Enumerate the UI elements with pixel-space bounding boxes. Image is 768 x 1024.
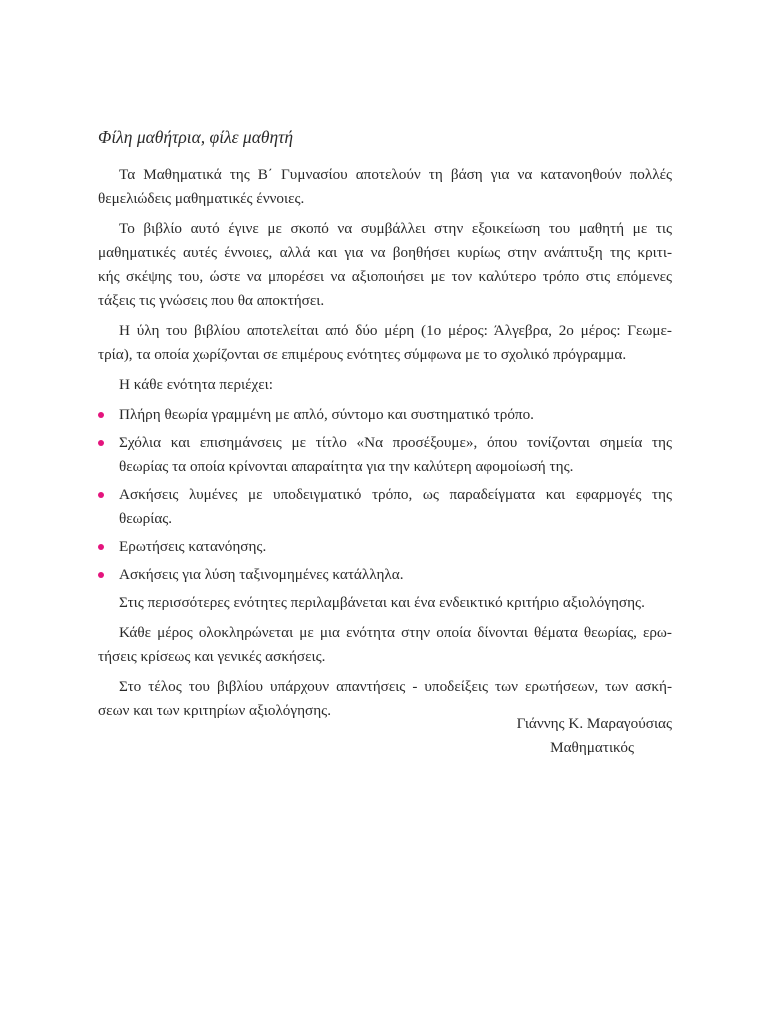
- list-item: [98, 431, 672, 479]
- text-line: Το βιβλίο αυτό έγινε με σκοπό να συμβάλλει στην εξοικείωση του μαθητή με τις: [119, 220, 672, 237]
- text-line: Ερωτήσεις κατανόησης.: [119, 538, 267, 555]
- paragraph: [98, 163, 672, 211]
- paragraph: [98, 373, 672, 397]
- text-line: Τα Μαθηματικά της Β΄ Γυμνασίου αποτελούν τη βάση για να κατανοηθούν πολλές: [119, 166, 672, 183]
- text-line: Στο τέλος του βιβλίου υπάρχουν απαντήσεις - υποδείξεις των ερωτήσεων, των ασκή-: [119, 678, 672, 695]
- paragraph: [98, 217, 672, 313]
- text-line: Η κάθε ενότητα περιέχει:: [119, 376, 273, 393]
- text-line: Ασκήσεις λυμένες με υποδειγματικό τρόπο, ως παραδείγματα και εφαρμογές της: [119, 486, 672, 503]
- text-line: θεωρίας τα οποία κρίνονται απαραίτητα για την καλύτερη αφομοίωσή της.: [119, 458, 574, 475]
- text-line: θεμελιώδεις μαθηματικές έννοιες.: [98, 190, 305, 207]
- text-line: Κάθε μέρος ολοκληρώνεται με μια ενότητα στην οποία δίνονται θέματα θεωρίας, ερω-: [119, 624, 672, 641]
- text-line: Σχόλια και επισημάνσεις με τίτλο «Να προσέξουμε», όπου τονίζονται σημεία της: [119, 434, 672, 451]
- text-line: Πλήρη θεωρία γραμμένη με απλό, σύντομο και συστηματικό τρόπο.: [119, 406, 534, 423]
- text-line: τάξεις τις γνώσεις που θα αποκτήσει.: [98, 292, 325, 309]
- paragraph: [98, 621, 672, 669]
- text-line: Στις περισσότερες ενότητες περιλαμβάνεται και ένα ενδεικτικό κριτήριο αξιολόγησης.: [119, 594, 645, 611]
- signature-block: [98, 712, 672, 760]
- paragraph: [98, 319, 672, 367]
- bullet-icon: [98, 572, 104, 578]
- author-name: Γιάννης Κ. Μαραγούσιας: [516, 715, 672, 732]
- page-title: Φίλη μαθήτρια, φίλε μαθητή: [98, 127, 294, 147]
- text-line: σεων και των κριτηρίων αξιολόγησης.: [98, 702, 331, 719]
- preface-text: [98, 125, 672, 729]
- text-line: τήσεις κρίσεως και γενικές ασκήσεις.: [98, 648, 326, 665]
- closing-paragraphs: [98, 591, 672, 723]
- text-line: κής σκέψης του, ώστε να μπορέσει να αξιοποιήσει με τον καλύτερο τρόπο στις επόμενες: [98, 268, 672, 285]
- bullet-icon: [98, 412, 104, 418]
- author-title: Μαθηματικός: [550, 739, 634, 756]
- text-line: θεωρίας.: [119, 510, 173, 527]
- bullet-icon: [98, 440, 104, 446]
- text-line: Η ύλη του βιβλίου αποτελείται από δύο μέρη (1ο μέρος: Άλγεβρα, 2ο μέρος: Γεωμε-: [119, 322, 672, 339]
- contents-bullet-list: [98, 403, 672, 587]
- text-line: τρία), τα οποία χωρίζονται σε επιμέρους ενότητες σύμφωνα με το σχολικό πρόγραμμα.: [98, 346, 627, 363]
- list-item: [98, 403, 672, 427]
- list-item: [98, 483, 672, 531]
- text-line: μαθηματικές αυτές έννοιες, αλλά και για να βοηθήσει κυρίως στην ανάπτυξη της κριτι-: [98, 244, 672, 261]
- bullet-icon: [98, 492, 104, 498]
- text-line: Ασκήσεις για λύση ταξινομημένες κατάλληλα.: [119, 566, 404, 583]
- list-item: [98, 535, 672, 559]
- bullet-icon: [98, 544, 104, 550]
- intro-paragraphs: [98, 163, 672, 397]
- paragraph: [98, 591, 672, 615]
- list-item: [98, 563, 672, 587]
